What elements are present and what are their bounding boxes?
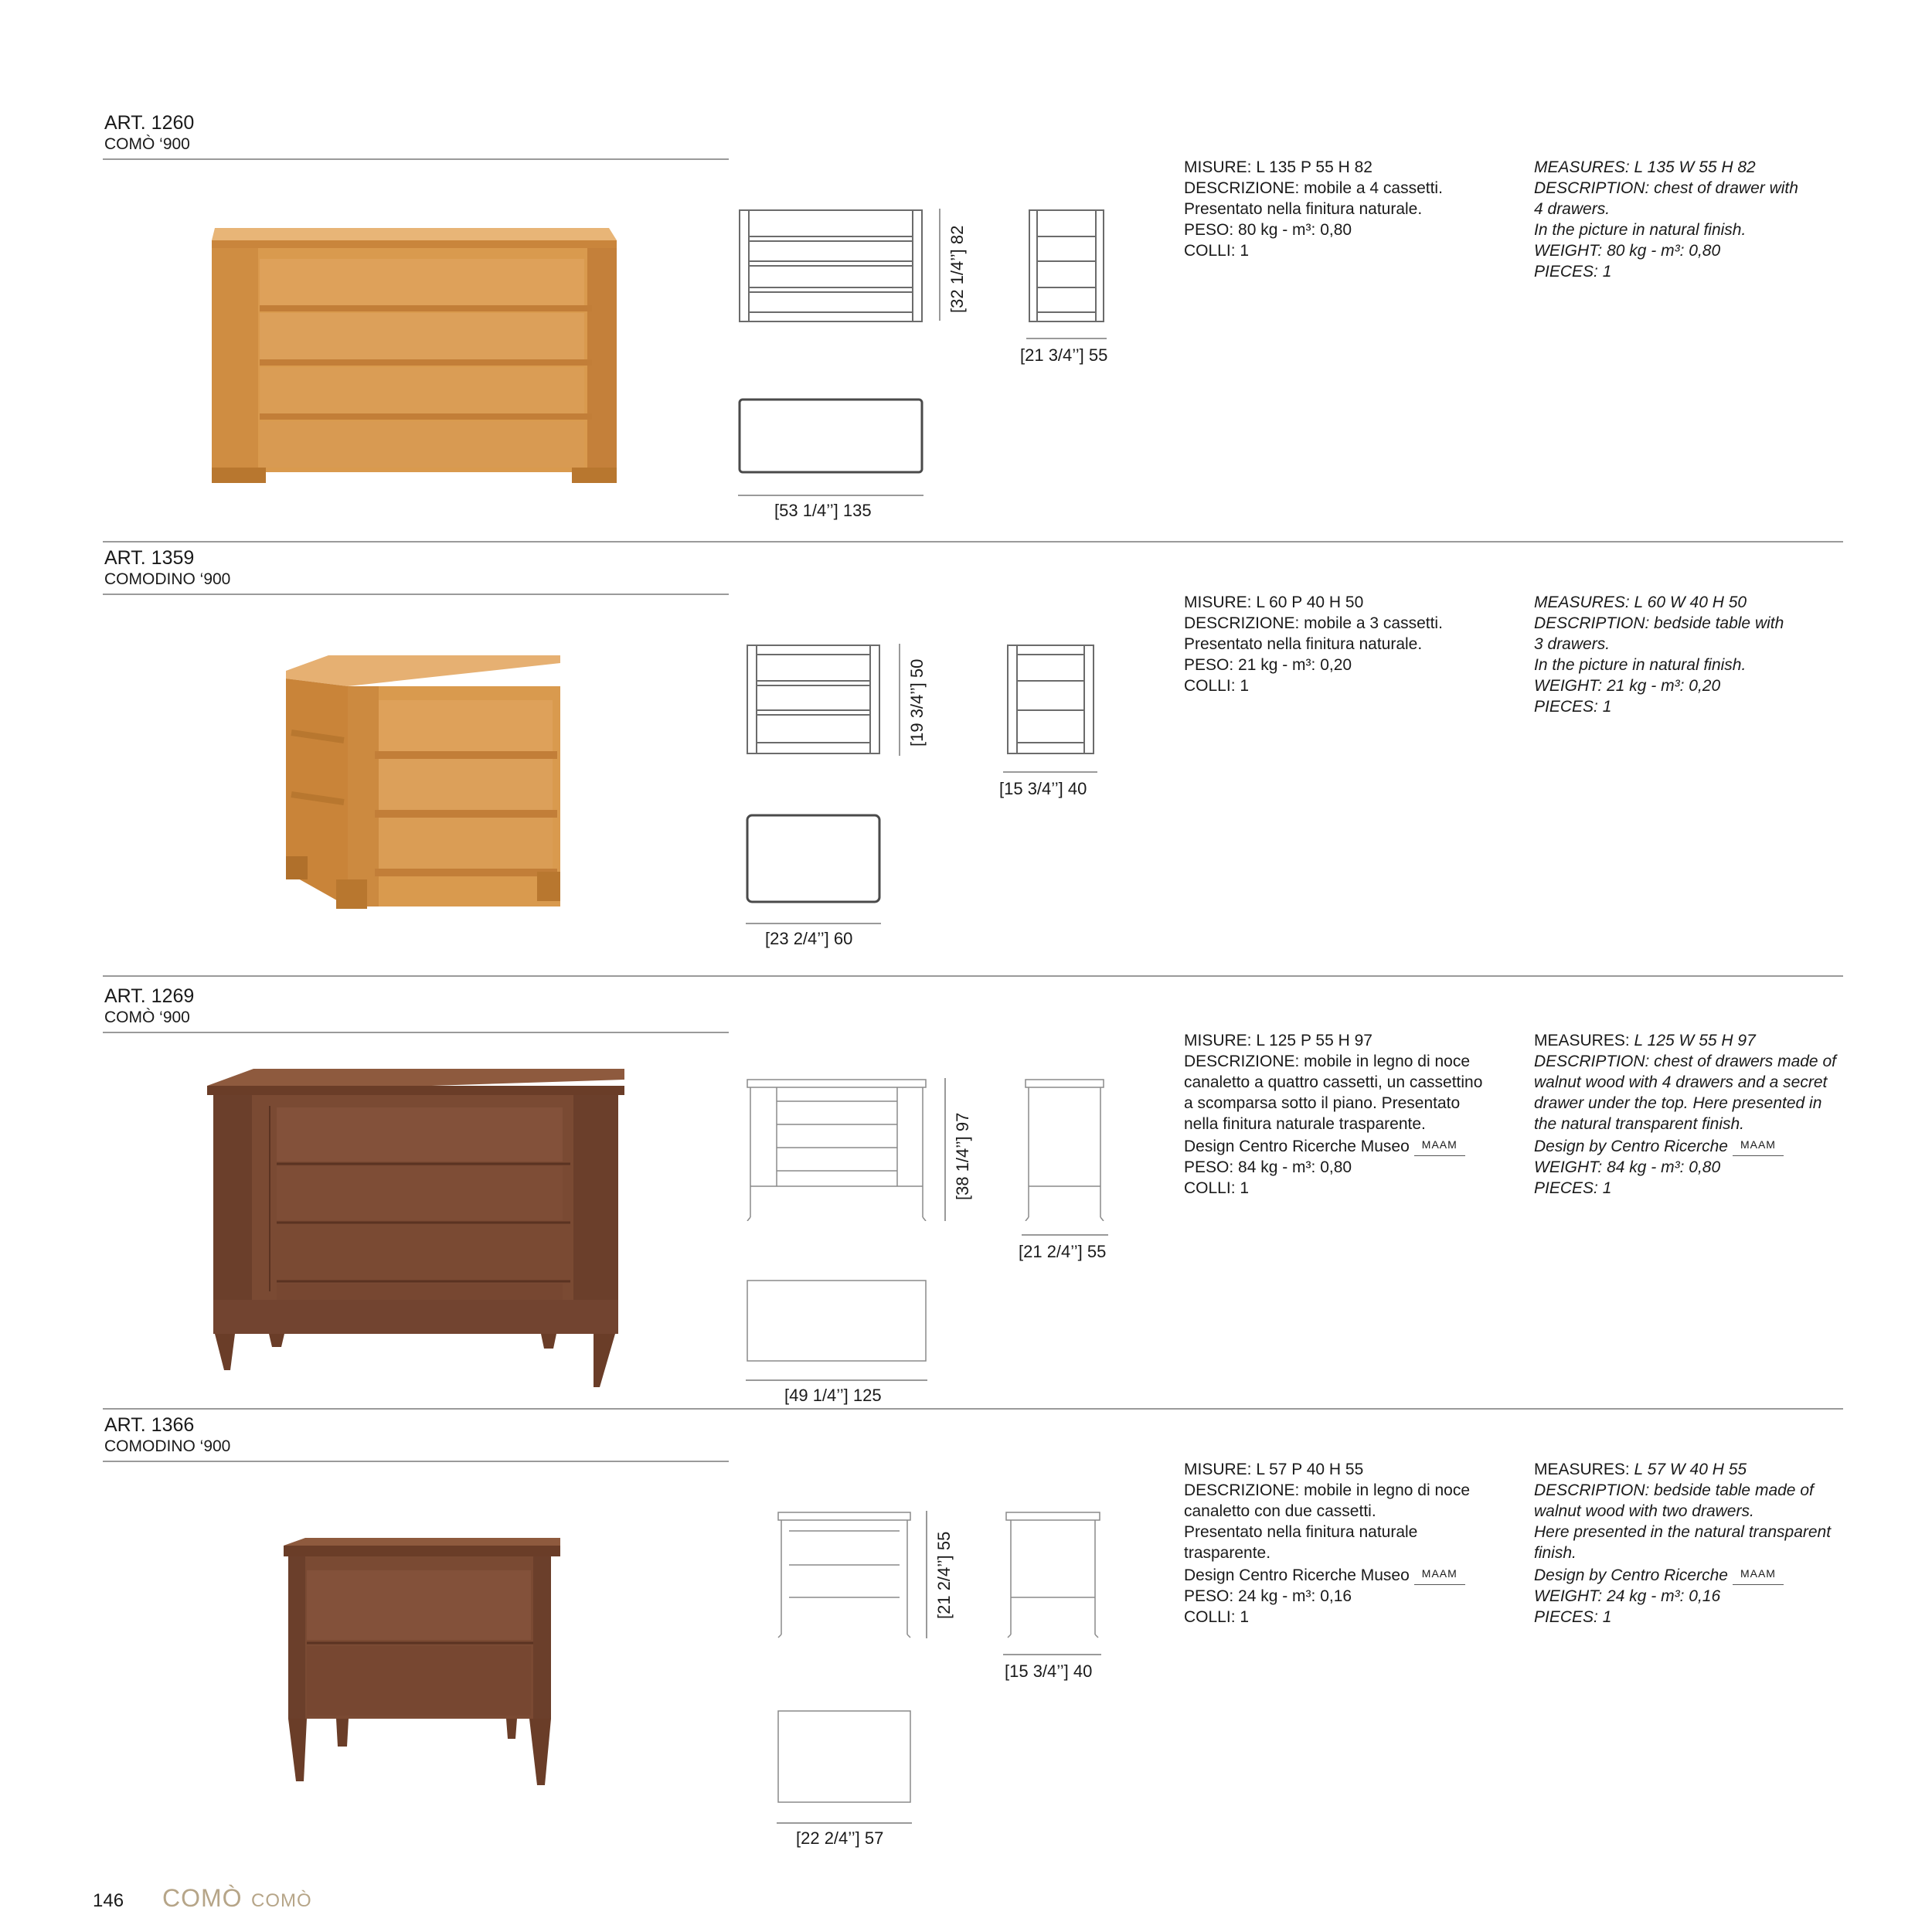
measures-it: MISURE: L 125 P 55 H 97 (1184, 1032, 1372, 1049)
top-drawing (777, 1709, 912, 1804)
article-name: COMÒ ‘900 (104, 1009, 190, 1026)
article-code: ART. 1359 (104, 547, 195, 569)
design-credit-en: Design by Centro Ricerche (1534, 1566, 1728, 1584)
depth-dim-line (1022, 1234, 1108, 1236)
description-it-line: DESCRIZIONE: mobile a 4 cassetti. (1184, 179, 1443, 197)
spec-italian (1184, 1459, 1524, 1628)
description-en-line: DESCRIPTION: bedside table made of (1534, 1481, 1814, 1499)
height-dimension: [32 1/4’’] 82 (947, 225, 967, 313)
depth-dimension: [21 3/4’’] 55 (1020, 345, 1108, 365)
front-drawing (746, 1078, 927, 1221)
weight-it: PESO: 21 kg - m³: 0,20 (1184, 656, 1352, 674)
measures-en-label: MEASURES: (1534, 1032, 1630, 1049)
depth-dimension: [15 3/4’’] 40 (999, 779, 1087, 798)
product-section-1366 (0, 1414, 1932, 1847)
description-en-line: DESCRIPTION: bedside table with (1534, 614, 1784, 632)
section-divider (103, 1408, 1843, 1410)
article-code: ART. 1260 (104, 112, 195, 134)
side-drawing (1024, 1078, 1105, 1221)
maam-logo: MAAM (1733, 1134, 1784, 1156)
description-en-line: Here presented in the natural transparent (1534, 1523, 1832, 1541)
weight-it: PESO: 84 kg - m³: 0,80 (1184, 1158, 1352, 1176)
product-section-1260 (0, 112, 1932, 545)
front-drawing (746, 644, 881, 756)
description-en-line: DESCRIPTION: chest of drawer with (1534, 179, 1798, 197)
depth-dimension: [21 2/4’’] 55 (1019, 1242, 1107, 1261)
design-credit-it: Design Centro Ricerche Museo (1184, 1566, 1410, 1584)
product-photo (209, 228, 626, 483)
description-en-line: walnut wood with 4 drawers and a secret (1534, 1073, 1828, 1091)
spec-english (1534, 1459, 1859, 1628)
article-name: COMÒ ‘900 (104, 135, 190, 153)
spec-italian (1184, 592, 1524, 696)
width-dimension: [23 2/4’’] 60 (765, 929, 853, 948)
pieces-en: PIECES: 1 (1534, 263, 1612, 281)
description-it-line: trasparente. (1184, 1544, 1271, 1562)
pieces-it: COLLI: 1 (1184, 1179, 1250, 1197)
top-drawing (746, 814, 881, 905)
title-rule (103, 1032, 729, 1033)
description-it-line: canaletto a quattro cassetti, un cassettino (1184, 1073, 1483, 1091)
measures-en-label: MEASURES: (1534, 1461, 1630, 1478)
spec-english (1534, 1030, 1859, 1199)
measures-it: MISURE: L 60 P 40 H 50 (1184, 594, 1364, 611)
article-name: COMODINO ‘900 (104, 1437, 231, 1455)
pieces-en: PIECES: 1 (1534, 698, 1612, 716)
page-number: 146 (93, 1890, 124, 1911)
height-dim-line (899, 644, 900, 756)
height-dimension: [38 1/4’’] 97 (953, 1112, 972, 1200)
weight-en: WEIGHT: 80 kg - m³: 0,80 (1534, 242, 1721, 260)
pieces-en: PIECES: 1 (1534, 1608, 1612, 1626)
article-code: ART. 1269 (104, 985, 195, 1007)
height-dim-line (926, 1511, 927, 1638)
measures-en: MEASURES: L 135 W 55 H 82 (1534, 158, 1756, 176)
weight-it: PESO: 80 kg - m³: 0,80 (1184, 221, 1352, 239)
footer-section-title: COMÒ (162, 1884, 243, 1912)
width-dim-line (746, 923, 881, 924)
description-en-line: the natural transparent finish. (1534, 1115, 1744, 1133)
description-it-line: Presentato nella finitura naturale. (1184, 635, 1423, 653)
front-drawing (777, 1511, 912, 1638)
description-it-line: canaletto con due cassetti. (1184, 1502, 1376, 1520)
depth-dim-line (1003, 1654, 1101, 1655)
description-en-line: 3 drawers. (1534, 635, 1611, 653)
description-en-line: finish. (1534, 1544, 1577, 1562)
design-credit-en: Design by Centro Ricerche (1534, 1138, 1728, 1155)
pieces-it: COLLI: 1 (1184, 677, 1250, 695)
side-drawing (1005, 1511, 1101, 1638)
height-dimension: [19 3/4’’] 50 (907, 658, 927, 747)
width-dimension: [49 1/4’’] 125 (784, 1386, 882, 1405)
description-it-line: DESCRIZIONE: mobile a 3 cassetti. (1184, 614, 1443, 632)
design-credit-it: Design Centro Ricerche Museo (1184, 1138, 1410, 1155)
description-it-line: DESCRIZIONE: mobile in legno di noce (1184, 1053, 1470, 1070)
article-name: COMODINO ‘900 (104, 570, 231, 588)
measures-en: L 57 W 40 H 55 (1634, 1461, 1747, 1478)
front-drawing (738, 209, 923, 325)
section-divider (103, 975, 1843, 977)
weight-it: PESO: 24 kg - m³: 0,16 (1184, 1587, 1352, 1605)
side-drawing (1006, 644, 1095, 756)
description-it-line: nella finitura naturale trasparente. (1184, 1115, 1426, 1133)
width-dimension: [22 2/4’’] 57 (796, 1828, 884, 1848)
weight-en: WEIGHT: 21 kg - m³: 0,20 (1534, 677, 1721, 695)
width-dimension: [53 1/4’’] 135 (774, 501, 872, 520)
depth-dim-line (1003, 771, 1097, 773)
width-dim-line (777, 1822, 912, 1824)
title-rule (103, 594, 729, 595)
product-photo (207, 1069, 624, 1393)
measures-it: MISURE: L 135 P 55 H 82 (1184, 158, 1372, 176)
weight-en: WEIGHT: 84 kg - m³: 0,80 (1534, 1158, 1721, 1176)
description-en-line: walnut wood with two drawers. (1534, 1502, 1754, 1520)
description-it-line: DESCRIZIONE: mobile in legno di noce (1184, 1481, 1470, 1499)
maam-logo: MAAM (1733, 1563, 1784, 1585)
description-it-line: Presentato nella finitura naturale (1184, 1523, 1418, 1541)
product-section-1269 (0, 985, 1932, 1418)
title-rule (103, 158, 729, 160)
pieces-en: PIECES: 1 (1534, 1179, 1612, 1197)
top-drawing (738, 398, 923, 475)
maam-logo: MAAM (1414, 1563, 1465, 1585)
height-dim-line (939, 209, 940, 321)
height-dimension: [21 2/4’’] 55 (934, 1531, 954, 1619)
spec-italian (1184, 1030, 1524, 1199)
description-it-line: a scomparsa sotto il piano. Presentato (1184, 1094, 1461, 1112)
measures-en: L 125 W 55 H 97 (1634, 1032, 1756, 1049)
pieces-it: COLLI: 1 (1184, 1608, 1250, 1626)
description-en-line: 4 drawers. (1534, 200, 1611, 218)
spec-english (1534, 592, 1859, 717)
title-rule (103, 1461, 729, 1462)
top-drawing (746, 1279, 927, 1362)
side-drawing (1028, 209, 1105, 325)
description-en-line: drawer under the top. Here presented in (1534, 1094, 1822, 1112)
depth-dim-line (1026, 338, 1107, 339)
description-it-line: Presentato nella finitura naturale. (1184, 200, 1423, 218)
product-photo (282, 655, 568, 910)
spec-italian (1184, 157, 1524, 261)
spec-english (1534, 157, 1859, 282)
width-dim-line (746, 1379, 927, 1381)
depth-dimension: [15 3/4’’] 40 (1005, 1662, 1093, 1681)
description-en-line: DESCRIPTION: chest of drawers made of (1534, 1053, 1836, 1070)
description-en-line: In the picture in natural finish. (1534, 656, 1747, 674)
weight-en: WEIGHT: 24 kg - m³: 0,16 (1534, 1587, 1721, 1605)
maam-logo: MAAM (1414, 1134, 1465, 1156)
product-section-1359 (0, 547, 1932, 980)
description-en-line: In the picture in natural finish. (1534, 221, 1747, 239)
measures-it: MISURE: L 57 P 40 H 55 (1184, 1461, 1364, 1478)
article-code: ART. 1366 (104, 1414, 195, 1436)
measures-en: MEASURES: L 60 W 40 H 50 (1534, 594, 1747, 611)
footer-section-subtitle: COMÒ (251, 1890, 312, 1911)
product-photo (282, 1538, 568, 1789)
section-divider (103, 541, 1843, 543)
width-dim-line (738, 495, 923, 496)
pieces-it: COLLI: 1 (1184, 242, 1250, 260)
height-dim-line (944, 1078, 946, 1221)
